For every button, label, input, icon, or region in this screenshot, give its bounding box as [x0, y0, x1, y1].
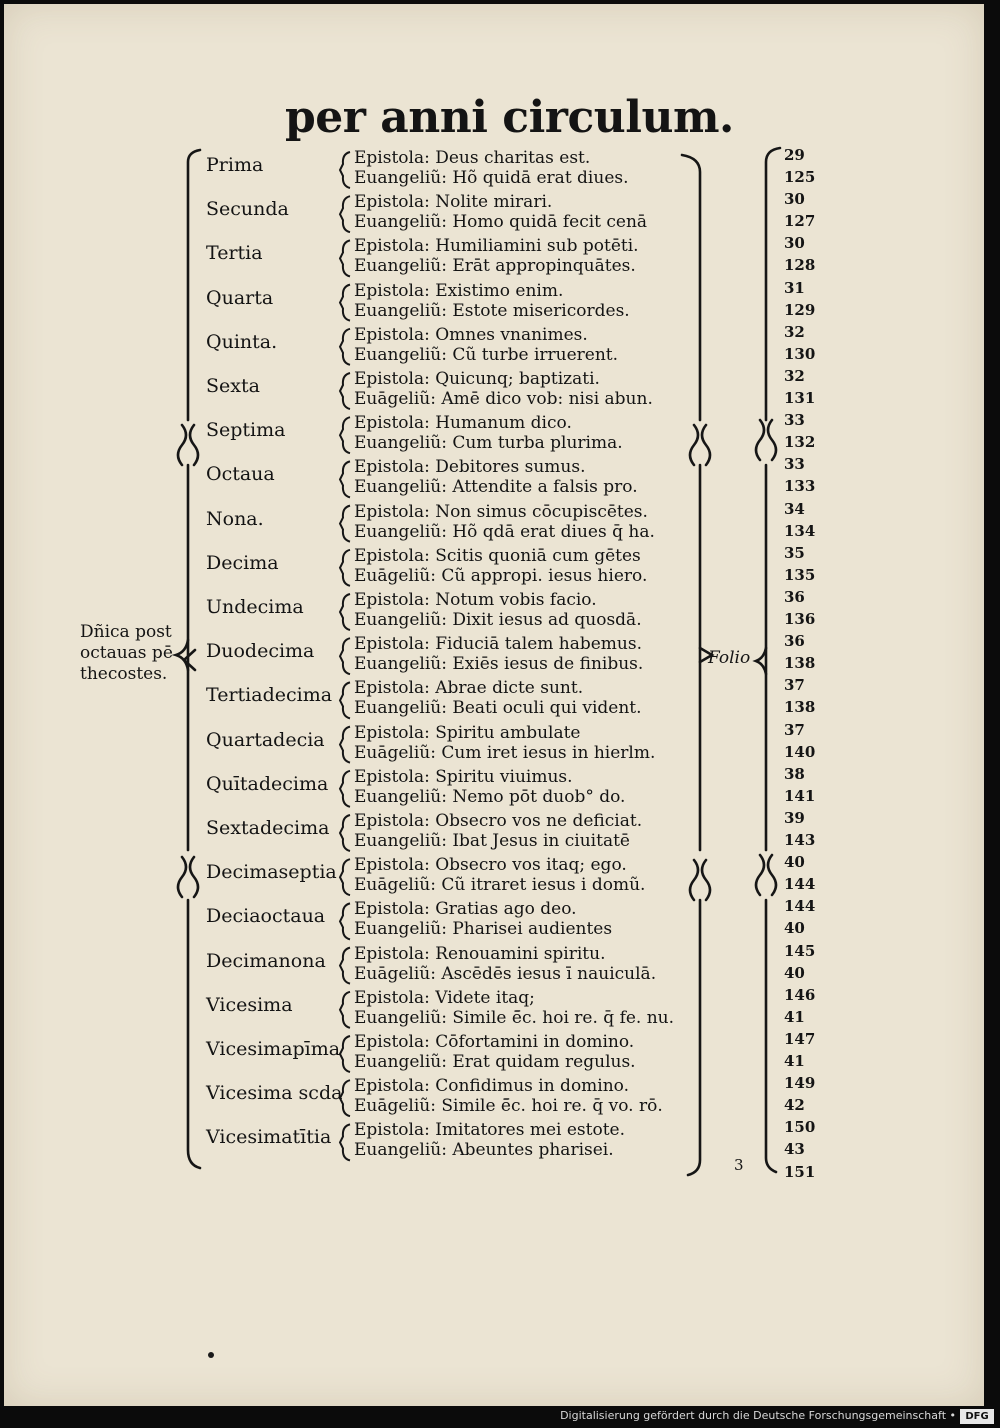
reading-brace [340, 285, 350, 321]
folio-number: 32 [784, 367, 805, 385]
epistola-reading: Epistola: Cōfortamini in domino. [354, 1032, 635, 1052]
folio-number: 38 [784, 764, 805, 783]
sunday-name: Undecima [206, 596, 304, 618]
folio-number: 37 [784, 676, 805, 695]
folio-number: 147 [784, 1030, 816, 1048]
folio-number: 127 [784, 212, 816, 231]
folio-number: 144 [784, 875, 816, 894]
epistola-reading: Epistola: Videte itaq; [354, 987, 535, 1008]
reading-brace [340, 638, 350, 674]
reading-brace [340, 152, 350, 188]
ink-dot [208, 1352, 214, 1358]
page-title: per anni circulum. [285, 92, 734, 143]
sunday-name: Quinta. [206, 330, 278, 353]
dfg-logo: DFG [960, 1409, 994, 1424]
reading-brace [340, 682, 350, 718]
folio-number: 29 [784, 146, 805, 164]
sunday-name: Duodecima [206, 640, 315, 663]
euangelium-reading: Euangeliũ: Simile ē̄c. hoi re. q̄ fe. nu. [354, 1007, 675, 1028]
folio-number: 43 [784, 1140, 805, 1159]
reading-brace [340, 771, 350, 807]
euangelium-reading: Euangeliũ: Hõ qdā erat diues q̄ ha. [354, 521, 655, 542]
reading-brace [340, 461, 350, 497]
sunday-name: Decimanona [206, 949, 326, 972]
euangelium-reading: Euangeliũ: Erat quidam regulus. [354, 1052, 636, 1072]
epistola-reading: Epistola: Humiliamini sub potēti. [354, 236, 639, 257]
folio-number: 35 [784, 543, 805, 562]
reading-brace [340, 948, 350, 984]
sunday-name: Sextadecima [206, 817, 330, 839]
reading-brace [340, 196, 350, 232]
euangelium-reading: Euangeliũ: Abeuntes pharisei. [354, 1140, 614, 1161]
euangelium-reading: Euangeliũ: Dixit iesus ad quosdā. [354, 610, 642, 630]
reading-brace [340, 992, 350, 1028]
sunday-name: Quartadecia [206, 728, 325, 751]
sunday-name: Decima [206, 551, 279, 574]
folio-number: 42 [784, 1096, 805, 1115]
euangelium-reading: Euangeliũ: Exiēs iesus de finibus. [354, 654, 644, 675]
folio-number: 40 [784, 919, 805, 938]
reading-brace [340, 815, 350, 851]
folio-label: Folio [708, 648, 751, 668]
reading-brace [340, 329, 350, 365]
folio-number: 131 [784, 389, 816, 407]
folio-number: 150 [784, 1118, 816, 1137]
side-label-line-2: octauas pē [80, 643, 173, 663]
epistola-reading: Epistola: Debitores sumus. [354, 457, 586, 478]
folio-number: 129 [784, 300, 816, 319]
sunday-name: Vicesima [206, 993, 293, 1016]
folio-number: 140 [784, 742, 816, 761]
sunday-name: Tertiadecima [206, 684, 333, 707]
folio-number: 37 [784, 720, 805, 739]
epistola-reading: Epistola: Spiritu viuimus. [354, 766, 573, 787]
euangelium-reading: Euāgeliũ: Cum iret iesus in hierlm. [354, 742, 656, 763]
sunday-name: Deciaoctaua [206, 905, 326, 928]
side-label-line-1: Dñica post [80, 622, 172, 642]
folio-number: 40 [784, 853, 805, 872]
folio-number: 145 [784, 941, 816, 960]
folio-number: 32 [784, 322, 805, 341]
reading-brace [340, 727, 350, 763]
folio-number: 135 [784, 565, 816, 584]
epistola-reading: Epistola: Obsecro vos itaq; ego. [354, 855, 627, 876]
sunday-name: Sexta [206, 375, 260, 397]
folio-number: 141 [784, 786, 816, 805]
folio-number: 143 [784, 831, 816, 849]
folio-number: 41 [784, 1052, 805, 1070]
epistola-reading: Epistola: Non simus cōcupiscētes. [354, 501, 648, 522]
folio-number: 136 [784, 610, 816, 628]
euangelium-reading: Euangeliũ: Homo quidā fecit cenā [354, 212, 648, 233]
folio-number: 133 [784, 477, 816, 496]
epistola-reading: Epistola: Fiduciā talem habemus. [354, 634, 642, 655]
folio-number: 34 [784, 499, 805, 518]
reading-brace [340, 859, 350, 895]
epistola-reading: Epistola: Notum vobis facio. [354, 590, 597, 610]
epistola-reading: Epistola: Omnes vnanimes. [354, 324, 588, 345]
sunday-name: Tertia [206, 242, 263, 265]
epistola-reading: Epistola: Scitis quoniā cum gētes [354, 545, 641, 566]
reading-brace [340, 240, 350, 276]
reading-brace [340, 594, 350, 630]
folio-number: 144 [784, 897, 816, 916]
sunday-name: Septima [206, 419, 286, 442]
reading-brace [340, 1124, 350, 1160]
euangelium-reading: Euangeliũ: Ibat Jesus in ciuitatē [354, 831, 630, 851]
folio-number: 31 [784, 278, 805, 297]
folio-number: 30 [784, 190, 805, 209]
epistola-reading: Epistola: Obsecro vos ne deficiat. [354, 811, 643, 831]
sunday-name: Octaua [206, 463, 275, 486]
epistola-reading: Epistola: Quicunq; baptizati. [354, 369, 600, 389]
sunday-name: Quarta [206, 286, 274, 309]
folio-number: 132 [784, 433, 816, 452]
sunday-name: Secunda [206, 198, 289, 221]
folio-number: 39 [784, 809, 805, 827]
page-number: 3 [734, 1156, 744, 1174]
sunday-name: Nona. [206, 507, 264, 530]
epistola-reading: Epistola: Renouamini spiritu. [354, 943, 606, 964]
folio-number: 33 [784, 455, 805, 474]
epistola-reading: Epistola: Confidimus in domino. [354, 1076, 630, 1097]
reading-brace [340, 1036, 350, 1072]
euangelium-reading: Euāgeliũ: Cũ appropi. iesus hiero. [354, 565, 648, 586]
folio-number: 151 [784, 1162, 816, 1181]
euangelium-reading: Euangeliũ: Cum turba plurima. [354, 433, 623, 454]
folio-number: 125 [784, 168, 816, 186]
sunday-name: Prima [206, 154, 264, 176]
euangelium-reading: Euangeliũ: Erāt appropinquātes. [354, 256, 636, 277]
folio-number: 130 [784, 344, 816, 363]
epistola-reading: Epistola: Humanum dico. [354, 413, 572, 434]
epistola-reading: Epistola: Gratias ago deo. [354, 899, 577, 920]
euangelium-reading: Euangeliũ: Attendite a falsis pro. [354, 477, 638, 498]
footer-bar [0, 1406, 1000, 1428]
euangelium-reading: Euangeliũ: Hõ quidā erat diues. [354, 168, 629, 188]
folio-number: 134 [784, 521, 816, 540]
folio-number: 40 [784, 963, 805, 982]
sunday-name: Vicesimatītia [206, 1126, 332, 1149]
folio-number: 138 [784, 654, 816, 673]
footer-credit: Digitalisierung gefördert durch die Deutsche Forschungsgemeinschaft • [560, 1409, 956, 1422]
reading-brace [340, 550, 350, 586]
euangelium-reading: Euāgeliũ: Ascēdēs iesus ī nauiculā. [354, 963, 657, 984]
epistola-reading: Epistola: Deus charitas est. [354, 148, 591, 168]
reading-brace [340, 903, 350, 939]
reading-brace [340, 506, 350, 542]
folio-number: 30 [784, 234, 805, 253]
reading-brace [340, 417, 350, 453]
epistola-reading: Epistola: Nolite mirari. [354, 192, 553, 213]
euangelium-reading: Euāgeliũ: Simile ē̄c. hoi re. q̄ vo. rō. [354, 1096, 663, 1117]
epistola-reading: Epistola: Existimo enim. [354, 280, 564, 301]
epistola-reading: Epistola: Abrae dicte sunt. [354, 678, 584, 699]
euangelium-reading: Euangeliũ: Pharisei audientes [354, 919, 613, 940]
side-label-line-3: thecostes. [80, 664, 168, 684]
folio-number: 36 [784, 588, 805, 606]
epistola-reading: Epistola: Imitatores mei estote. [354, 1120, 626, 1141]
folio-number: 33 [784, 411, 805, 430]
euangelium-reading: Euangeliũ: Nemo pōt duob° do. [354, 786, 626, 807]
folio-number: 128 [784, 256, 816, 275]
folio-number: 149 [784, 1074, 816, 1093]
folio-number: 138 [784, 698, 816, 717]
euangelium-reading: Euangeliũ: Estote misericordes. [354, 300, 630, 321]
epistola-reading: Epistola: Spiritu ambulate [354, 722, 581, 743]
euangelium-reading: Euāgeliũ: Cũ itraret iesus i domũ. [354, 875, 646, 896]
sunday-name: Decimaseptia [206, 861, 337, 884]
euangelium-reading: Euāgeliũ: Amē dico vob: nisi abun. [354, 389, 653, 409]
sunday-name: Quītadecima [206, 772, 329, 795]
folio-number: 146 [784, 985, 816, 1004]
side-label [80, 622, 173, 685]
folio-number: 41 [784, 1007, 805, 1026]
sunday-name: Vicesima scda [206, 1082, 343, 1105]
folio-number: 36 [784, 632, 805, 651]
reading-brace [340, 373, 350, 409]
euangelium-reading: Euangeliũ: Cũ turbe irruerent. [354, 344, 619, 365]
euangelium-reading: Euangeliũ: Beati oculi qui vident. [354, 698, 642, 719]
sunday-name: Vicesimapīma [206, 1038, 341, 1060]
